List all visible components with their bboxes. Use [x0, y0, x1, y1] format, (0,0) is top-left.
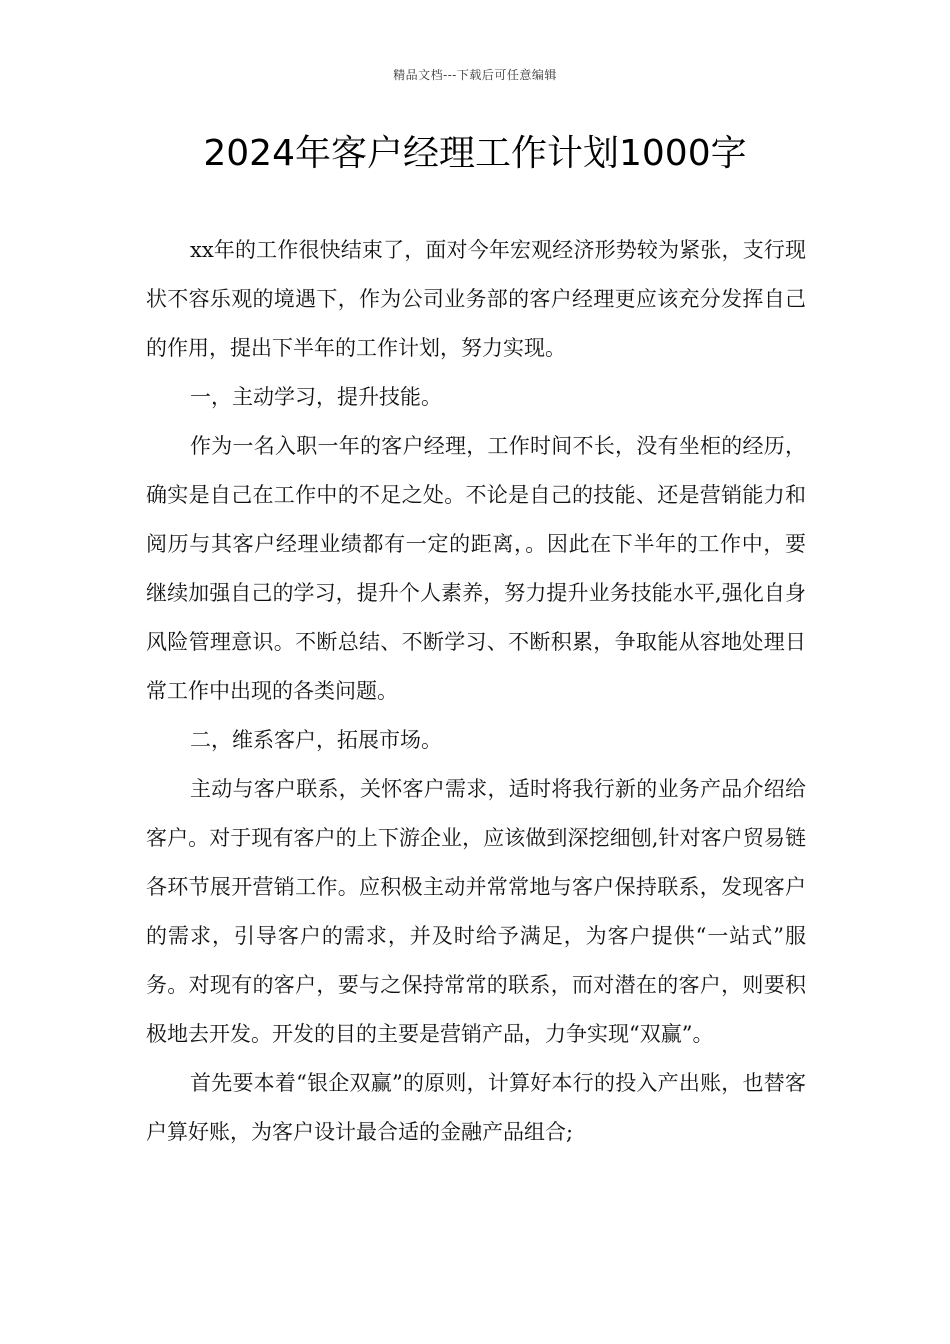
- section-heading-2: 二，维系客户，拓展市场。: [190, 728, 442, 752]
- section-heading-1: 一，主动学习，提升技能。: [190, 385, 442, 409]
- header-note: 精品文档---下载后可任意编辑: [393, 68, 557, 82]
- paragraph-intro: xx年的工作很快结束了，面对今年宏观经济形势较为紧张，支行现状不容乐观的境遇下，作为公司业务部的客户经理更应该充分发挥自己的作用，提出下半年的工作计划，努力实现。: [146, 238, 806, 360]
- document-title: 2024年客户经理工作计划1000字: [203, 133, 747, 174]
- paragraph-section-1: 作为一名入职一年的客户经理，工作时间不长，没有坐柜的经历，确实是自己在工作中的不足之处。不论是自己的技能、还是营销能力和阅历与其客户经理业绩都有一定的距离，。因此在下半年的工作中，要继续加强自己的学习，提升个人素养，努力提升业务技能水平,强化自身风险管理意识。不断总结、不断学习、不断积累，争取能从容地处理日常工作中出现的各类问题。: [146, 434, 806, 703]
- paragraph-section-2: 主动与客户联系，关怀客户需求，适时将我行新的业务产品介绍给客户。对于现有客户的上下游企业，应该做到深挖细刨,针对客户贸易链各环节展开营销工作。应积极主动并常常地与客户保持联系，发现客户的需求，引导客户的需求，并及时给予满足，为客户提供“一站式”服务。对现有的客户，要与之保持常常的联系，而对潜在的客户，则要积极地去开发。开发的目的主要是营销产品，力争实现“双赢”。: [146, 777, 806, 1046]
- paragraph-section-2-continued: 首先要本着“银企双赢”的原则，计算好本行的投入产出账，也替客户算好账，为客户设计最合适的金融产品组合;: [146, 1071, 806, 1144]
- document-body: [146, 226, 806, 1157]
